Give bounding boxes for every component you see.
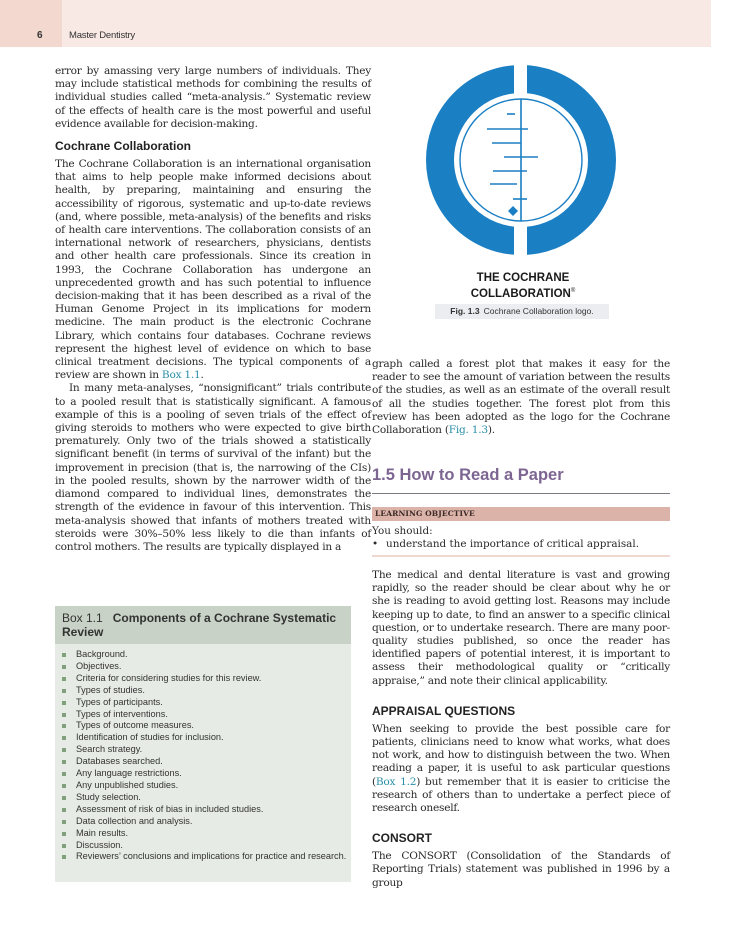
list-item (62, 709, 351, 721)
appraisal-text: When seeking to provide the best possible care for patients, clinicians need to know what works, what does not work, and how to distinguish between the two. When reading a paper, it is useful to ask particular questions ( (372, 722, 670, 788)
list-item-text: Background. (76, 649, 128, 659)
list-item-text: Criteria for considering studies for this review. (76, 672, 262, 683)
square-bullet-icon (62, 689, 66, 693)
meta-analysis-paragraph: In many meta-analyses, “nonsignificant” trials contribute to a pooled result that is statistically significant. A famous example of this is a pooling of seven trials of the effect of giving steroids to mothers who were expected to give birth prematurely. Only two of the trials showed a statistically significant benefit (in terms of survival of the infant) but the improvement in precision (that is, the narrowing of the CIs) in the pooled results, shown by the narrower width of the diamond compared to individual lines, demonstrates the strength of the evidence in favour of this intervention. This meta-analysis showed that infants of mothers treated with steroids were 30%–50% less likely to die than infants of control mothers. The results are typically displayed in a (55, 382, 371, 553)
logo-line-2 (440, 285, 606, 301)
figure-label: Fig. 1.3 (450, 306, 480, 316)
list-item (62, 685, 351, 697)
square-bullet-icon (62, 808, 66, 812)
forest-plot-text-end: ). (487, 424, 495, 437)
list-item-text: Types of outcome measures. (76, 720, 194, 731)
logo-line-1: THE COCHRANE (476, 272, 570, 284)
list-item (62, 840, 351, 852)
square-bullet-icon (62, 736, 66, 740)
logo-line-2-text: COLLABORATION (470, 287, 571, 300)
cochrane-text-end: . (200, 369, 204, 382)
list-item (62, 756, 351, 768)
list-item (62, 697, 351, 709)
box-header (55, 606, 351, 644)
list-item (62, 780, 351, 792)
list-item (62, 649, 351, 661)
list-item-text: Assessment of risk of bias in included studies. (76, 803, 264, 814)
list-item (62, 816, 351, 828)
square-bullet-icon (62, 748, 66, 752)
forest-plot-text-block (372, 358, 670, 437)
box-cochrane-components (55, 606, 351, 882)
learning-objective-body (372, 525, 670, 551)
learning-objective-label: LEARNING OBJECTIVE (375, 509, 475, 518)
square-bullet-icon (62, 796, 66, 800)
box-1-2-link[interactable]: Box 1.2 (375, 775, 417, 788)
learning-objective-item-text: understand the importance of critical appraisal. (386, 538, 639, 550)
square-bullet-icon (62, 665, 66, 669)
learning-objective-divider (372, 555, 670, 557)
reading-section-text (372, 569, 670, 890)
list-item-text: Types of interventions. (76, 708, 168, 719)
figure-caption-text: Cochrane Collaboration logo. (483, 306, 594, 316)
list-item-text: Any language restrictions. (76, 768, 182, 779)
list-item (62, 744, 351, 756)
list-item-text: Study selection. (76, 791, 141, 802)
square-bullet-icon (62, 772, 66, 776)
square-bullet-icon (62, 677, 66, 681)
box-list (55, 649, 351, 863)
square-bullet-icon (62, 832, 66, 836)
list-item-text: Any unpublished studies. (76, 779, 179, 790)
cochrane-text: The Cochrane Collaboration is an international organisation that aims to help people make informed decisions about health, by preparing, maintaining and ensuring the accessibility of rigorous, systematic and up-to-date reviews (and, where possible, meta-analysis) of the benefits and risks of health care interventions. The collaboration consists of an international network of researchers, physicians, dentists and other health care professionals. Since its creation in 1993, the Cochrane Collaboration has undergone an unprecedented growth and has such potential to influence decision-making that it has been described as a rival of the Human Genome Project in its implications for modern medicine. The main product is the electronic Cochrane Library, which contains four databases. Cochrane reviews represent the highest level of evidence on which to base clinical treatment decisions. The typical components of a review are shown in (55, 158, 371, 382)
list-item (62, 732, 351, 744)
list-item (62, 828, 351, 840)
list-item-text: Identification of studies for inclusion. (76, 732, 224, 743)
list-item (62, 673, 351, 685)
consort-heading: CONSORT (372, 831, 432, 846)
list-item-text: Types of studies. (76, 684, 145, 695)
logo-wordmark (440, 272, 606, 301)
list-item (62, 720, 351, 732)
page-number: 6 (37, 30, 43, 41)
cochrane-logo-icon (421, 60, 621, 260)
list-item (62, 768, 351, 780)
list-item-text: Reviewers’ conclusions and implications for practice and research. (76, 851, 347, 862)
square-bullet-icon (62, 724, 66, 728)
square-bullet-icon (62, 855, 66, 859)
list-item-text: Main results. (76, 827, 129, 838)
literature-paragraph: The medical and dental literature is vast and growing rapidly, so the reader should be clear about why he or she is reading to avoid getting lost. Reasons may include keeping up to date, to find an answer to a specific clinical question, or to undertake research. There are many poor-quality studies published, so once the reader has identified papers of potential interest, it is important to assess their methodological quality or “critically appraise,” and note their clinical applicability. (372, 569, 670, 687)
registered-mark: ® (570, 288, 576, 294)
cochrane-paragraph (55, 158, 371, 382)
list-item-text: Search strategy. (76, 744, 143, 755)
list-item-text: Data collection and analysis. (76, 815, 193, 826)
square-bullet-icon (62, 820, 66, 824)
bullet-icon: • (372, 538, 379, 550)
section-title: 1.5 How to Read a Paper (372, 466, 670, 494)
forest-plot-text: graph called a forest plot that makes it easy for the reader to see the amount of variation between the results of the studies, as well as an estimate of the overall result of all the studies together. The forest plot from this review has been adopted as the logo for the Cochrane Collaboration ( (372, 358, 670, 437)
square-bullet-icon (62, 784, 66, 788)
square-bullet-icon (62, 713, 66, 717)
list-item (62, 804, 351, 816)
square-bullet-icon (62, 760, 66, 764)
forest-plot-paragraph (372, 358, 670, 437)
consort-paragraph: The CONSORT (Consolidation of the Standards of Reporting Trials) statement was published in 1996 by a group (372, 850, 670, 889)
square-bullet-icon (62, 653, 66, 657)
square-bullet-icon (62, 844, 66, 848)
appraisal-heading: APPRAISAL QUESTIONS (372, 703, 516, 718)
figure-caption (435, 304, 609, 319)
cochrane-heading: Cochrane Collaboration (55, 139, 192, 154)
box-1-1-link[interactable]: Box 1.1 (161, 369, 201, 382)
list-item-text: Databases searched. (76, 756, 163, 767)
fig-1-3-link[interactable]: Fig. 1.3 (448, 424, 488, 437)
list-item (62, 792, 351, 804)
appraisal-text-end: ) but remember that it is easier to criticise the research of others than to undertake a perfect piece of research oneself. (372, 775, 670, 815)
list-item-text: Objectives. (76, 660, 122, 671)
list-item-text: Types of participants. (76, 696, 163, 707)
list-item (62, 661, 351, 673)
running-title: Master Dentistry (69, 30, 135, 41)
learning-objective-item (372, 538, 670, 551)
intro-paragraph: error by amassing very large numbers of individuals. They may include statistical methods for combining the results of individual studies called “meta-analysis.” Systematic review of the effects of health care is the most powerful and useful evidence available for decision-making. (55, 65, 371, 130)
left-column (55, 65, 371, 554)
page-number-band (0, 0, 62, 47)
learning-objective-intro: You should: (372, 525, 433, 537)
appraisal-paragraph (372, 723, 670, 815)
box-title: Components of a Cochrane Systematic Review (62, 611, 337, 639)
square-bullet-icon (62, 701, 66, 705)
list-item-text: Discussion. (76, 839, 123, 850)
list-item (62, 851, 351, 863)
box-number: Box 1.1 (62, 611, 103, 625)
